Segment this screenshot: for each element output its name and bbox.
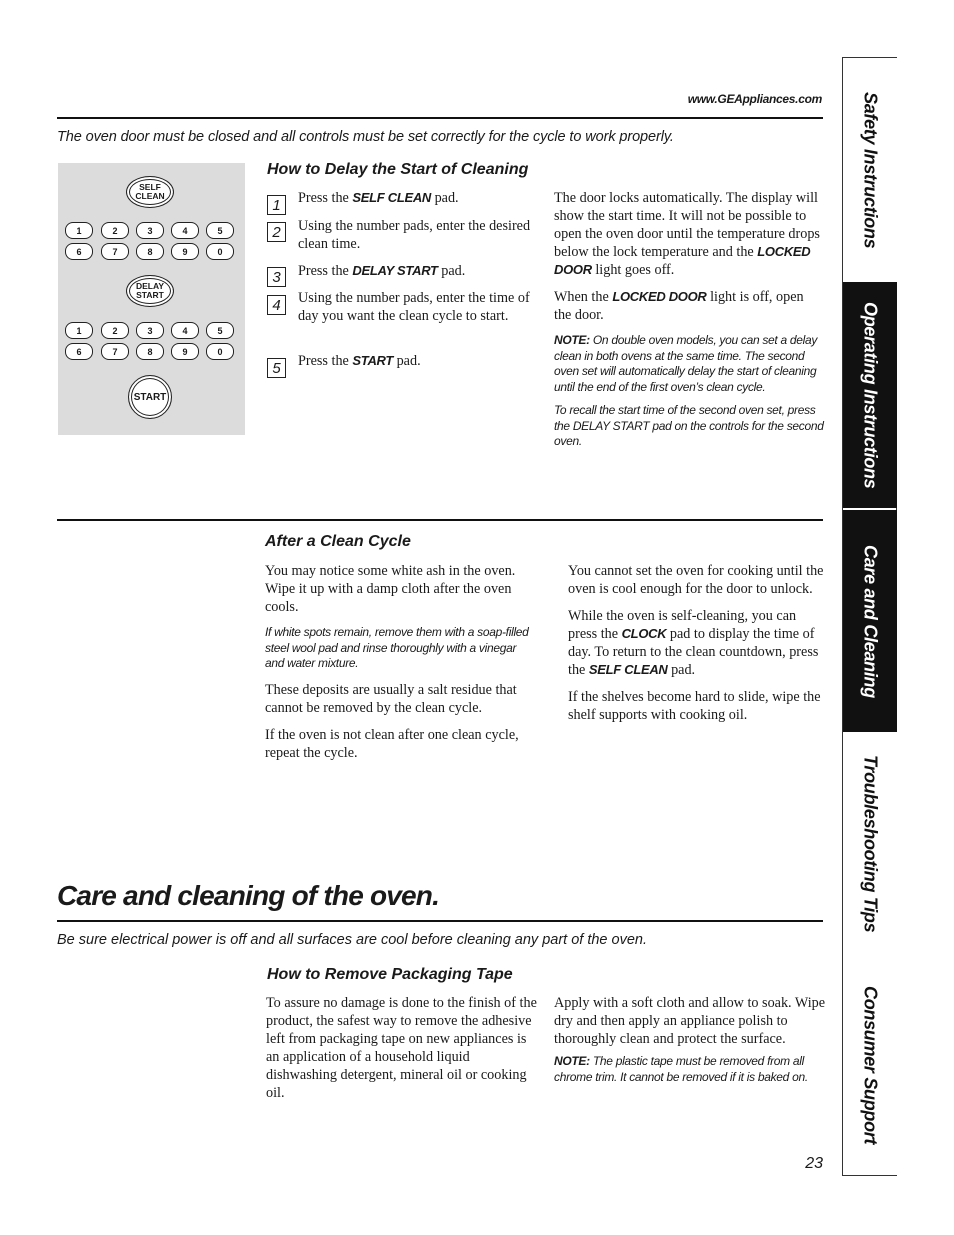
number-key: 9: [171, 243, 199, 260]
tab-troubleshooting-tips[interactable]: Troubleshooting Tips: [843, 732, 897, 957]
number-key: 4: [171, 322, 199, 339]
number-key: 8: [136, 243, 164, 260]
number-key: 1: [65, 222, 93, 239]
header-rule: [57, 117, 823, 119]
plastic-tape-note: NOTE: The plastic tape must be removed from all chrome trim. It cannot be removed if it is baked on.: [554, 1054, 808, 1084]
number-key: 9: [171, 343, 199, 360]
after-right-column: [568, 562, 826, 733]
control-panel-illustration: [58, 163, 245, 435]
shelves-paragraph: If the shelves become hard to slide, wipe the shelf supports with cooking oil.: [568, 689, 821, 723]
section-tabs: [842, 57, 897, 1176]
number-key: 7: [101, 343, 129, 360]
locked-door-paragraph: When the LOCKED DOOR light is off, open the door.: [554, 289, 804, 323]
tab-care-and-cleaning[interactable]: Care and Cleaning: [843, 510, 897, 732]
title-rule: [57, 920, 823, 922]
clock-paragraph: While the oven is self-cleaning, you can press the CLOCK pad to display the time of day. To return to the clean countdown, press the SELF CLEAN pad.: [568, 608, 819, 678]
number-key: 7: [101, 243, 129, 260]
tab-consumer-support[interactable]: Consumer Support: [843, 956, 897, 1175]
repeat-cycle-paragraph: If the oven is not clean after one clean cycle, repeat the cycle.: [265, 726, 519, 761]
salt-residue-paragraph: These deposits are usually a salt residue that cannot be removed by the clean cycle.: [265, 681, 517, 716]
packaging-right-column: [554, 994, 826, 1085]
tab-safety-instructions[interactable]: Safety Instructions: [843, 58, 897, 283]
step-text: Press the SELF CLEAN pad.: [298, 190, 459, 206]
step-number: 5: [267, 358, 286, 378]
number-key: 6: [65, 343, 93, 360]
step-number: 4: [267, 295, 286, 315]
page-title: Care and cleaning of the oven.: [57, 880, 440, 911]
door-locks-paragraph: The door locks automatically. The display will show the start time. It will not be possible to open the oven door until the temperature drops below the lock temperature and the LOCKED DOOR light goes off.: [554, 190, 820, 278]
number-key: 8: [136, 343, 164, 360]
number-key: 6: [65, 243, 93, 260]
step-text: Using the number pads, enter the desired clean time.: [298, 218, 531, 252]
cannot-set-paragraph: You cannot set the oven for cooking until the oven is cool enough for the door to unlock.: [568, 563, 824, 597]
number-key: 0: [206, 243, 234, 260]
recall-start-note: To recall the start time of the second oven set, press the DELAY START pad on the controls for the second oven.: [554, 403, 824, 448]
safety-warning: Be sure electrical power is off and all surfaces are cool before cleaning any part of the oven.: [57, 932, 647, 948]
tab-operating-instructions[interactable]: Operating Instructions: [843, 282, 897, 508]
after-left-column: [265, 562, 533, 771]
double-oven-note: NOTE: On double oven models, you can set a delay clean in both ovens at the same time. The second oven set will automatically delay the start of cleaning until the end of the first oven’s clean cycle.: [554, 333, 818, 394]
packaging-left-paragraph: To assure no damage is done to the finish of the product, the safest way to remove the adhesive left from packaging tape on new appliances is an application of a household liquid dishwashing detergent, mineral oil or cooking oil.: [266, 995, 537, 1101]
number-key: 5: [206, 322, 234, 339]
step-text: Using the number pads, enter the time of day you want the clean cycle to start.: [298, 290, 530, 324]
page-number: 23: [805, 1155, 823, 1172]
number-key: 4: [171, 222, 199, 239]
section-rule: [57, 519, 823, 521]
after-section-title: After a Clean Cycle: [265, 533, 411, 550]
self-clean-pad: SELF CLEAN: [126, 176, 174, 208]
step-text: Press the DELAY START pad.: [298, 263, 466, 279]
delay-section-title: How to Delay the Start of Cleaning: [267, 161, 529, 178]
white-ash-paragraph: You may notice some white ash in the oven. Wipe it up with a damp cloth after the oven cools.: [265, 563, 516, 615]
white-spots-note: If white spots remain, remove them with a soap-filled steel wool pad and rinse thoroughly with a vinegar and water mixture.: [265, 625, 529, 670]
number-key: 3: [136, 222, 164, 239]
header-url: www.GEAppliances.com: [687, 92, 822, 106]
number-key: 2: [101, 222, 129, 239]
step-number: 2: [267, 222, 286, 242]
number-key: 0: [206, 343, 234, 360]
delay-start-pad: DELAY START: [126, 275, 174, 307]
number-key: 3: [136, 322, 164, 339]
apply-cloth-paragraph: Apply with a soft cloth and allow to soak. Wipe dry and then apply an appliance polish to thoroughly clean and protect the surface.: [554, 995, 826, 1047]
intro-note: The oven door must be closed and all controls must be set correctly for the cycle to work properly.: [57, 129, 674, 145]
start-pad: START: [128, 375, 172, 419]
step-number: 1: [267, 195, 286, 215]
step-text: Press the START pad.: [298, 353, 421, 369]
number-key: 5: [206, 222, 234, 239]
number-key: 2: [101, 322, 129, 339]
number-key: 1: [65, 322, 93, 339]
packaging-tape-title: How to Remove Packaging Tape: [267, 966, 513, 983]
step-number: 3: [267, 267, 286, 287]
delay-right-column: [554, 189, 824, 450]
